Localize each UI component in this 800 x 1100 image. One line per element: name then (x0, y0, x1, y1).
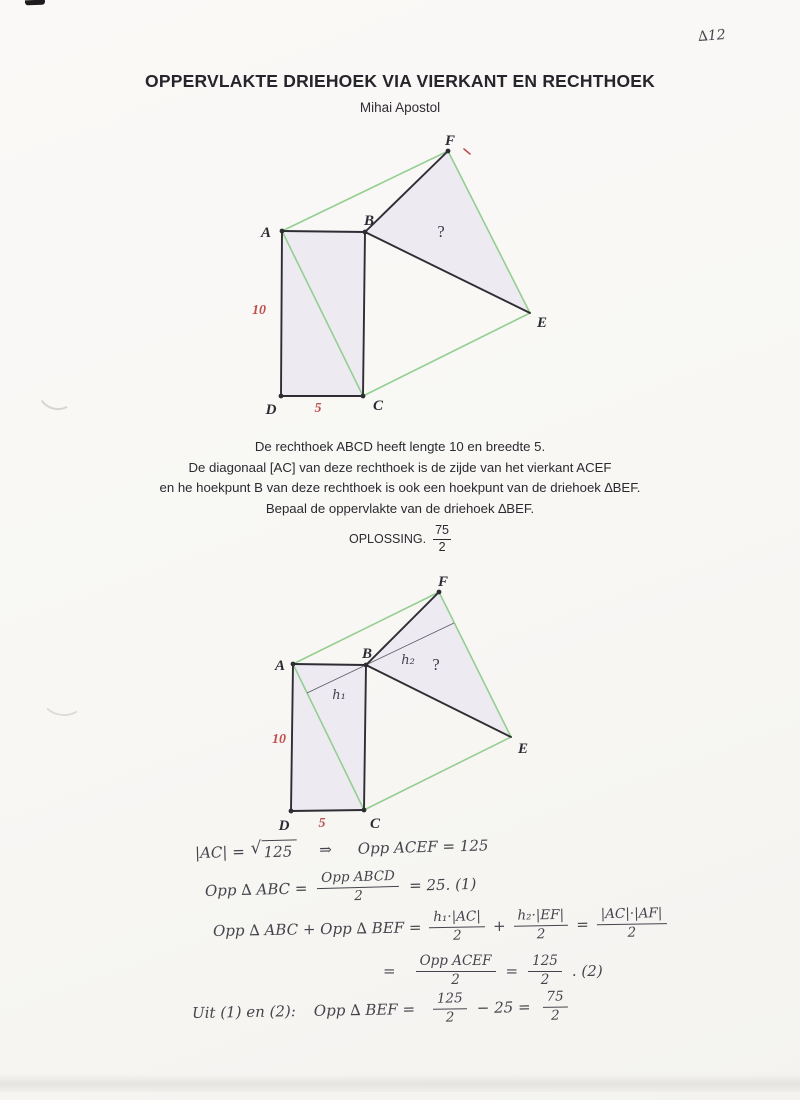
hw-text: Opp ∆ BEF = (313, 1000, 416, 1020)
length-label-10: 10 (272, 732, 286, 747)
question-mark: ? (432, 655, 440, 674)
label-b: B (361, 646, 373, 662)
vertex-dot-b (363, 230, 368, 235)
hw-fraction-numerator: 125 (528, 954, 562, 972)
label-e: E (517, 741, 529, 757)
figure-solution (250, 560, 580, 850)
hw-fraction (513, 908, 568, 943)
height-label-h2: h₂ (401, 653, 415, 668)
vertex-dot-d (279, 394, 284, 399)
label-a: A (274, 658, 286, 674)
width-label-5: 5 (314, 401, 322, 416)
problem-line-1: De rechthoek ABCD heeft lengte 10 en breedte 5. (254, 439, 546, 454)
scan-artifact-bottom (0, 1074, 800, 1092)
hw-fraction (433, 991, 467, 1026)
hw-fraction-numerator: Opp ABCD (317, 869, 399, 889)
hw-fraction-denominator: 2 (627, 924, 637, 941)
hw-fraction (317, 869, 400, 905)
hw-fraction-denominator: 2 (452, 927, 462, 944)
hw-text: + (492, 916, 506, 936)
vertex-dot-a (280, 229, 285, 234)
label-d: D (265, 402, 277, 418)
punch-hole-mark-2 (40, 682, 85, 718)
segment-cd (291, 810, 364, 811)
segment-ab (282, 231, 365, 232)
hw-text: = (505, 962, 519, 981)
hw-fraction-numerator: h₁·|AC| (429, 909, 485, 927)
label-d: D (278, 818, 290, 834)
hw-fraction-denominator: 2 (550, 1007, 560, 1024)
hw-text: = (576, 915, 590, 934)
work-line-4 (383, 954, 603, 988)
label-c: C (369, 816, 381, 832)
vertex-dot-c (361, 394, 366, 399)
work-line-3 (213, 906, 667, 948)
problem-line-4: Bepaal de oppervlakte van de driehoek ∆BEF. (265, 500, 535, 516)
hw-text: . (2) (571, 962, 603, 981)
page-title: OPPERVLAKTE DRIEHOEK VIA VIERKANT EN RECHTHOEK (145, 71, 655, 91)
hw-text: ⇒ (318, 839, 333, 859)
hw-text: Opp ∆ ABC = (204, 879, 308, 901)
width-label-5: 5 (318, 816, 326, 831)
hw-fraction (542, 989, 568, 1023)
hw-fraction-denominator: 2 (451, 971, 460, 988)
segment-ab (293, 664, 366, 665)
label-a: A (260, 225, 272, 241)
hw-fraction-denominator: 2 (353, 887, 364, 904)
label-b: B (363, 213, 375, 229)
segment-da (281, 231, 282, 396)
label-f: F (444, 133, 456, 149)
author: Mihai Apostol (359, 100, 441, 115)
problem-line-3: en he hoekpunt B van deze rechthoek is ook een hoekpunt van de driehoek ∆BEF. (159, 480, 641, 495)
hw-text: Opp ∆ ABC + Opp ∆ BEF = (212, 918, 422, 941)
hw-fraction-numerator: 125 (433, 991, 467, 1009)
work-line-1 (195, 834, 489, 863)
solution-fraction-numerator: 75 (433, 524, 451, 540)
radical-sign: √ (250, 838, 262, 859)
hw-fraction-numerator: 75 (542, 989, 567, 1007)
solution-label: OPLOSSING. (348, 532, 427, 547)
hw-text: − 25 = (476, 998, 531, 1018)
solution-row (0, 524, 800, 555)
hw-fraction (597, 906, 667, 941)
label-e: E (536, 315, 548, 331)
vertex-dot-d (289, 809, 294, 814)
red-tick (464, 149, 470, 154)
vertex-dot-c (362, 808, 367, 813)
hw-text: Uit (1) en (2): (191, 1002, 297, 1023)
hw-fraction-numerator: Opp ACEF (416, 954, 496, 972)
hw-fraction-denominator: 2 (536, 925, 546, 942)
radicand: 125 (261, 839, 297, 861)
hw-text: |AC| = (194, 842, 245, 862)
hw-fraction-numerator: |AC|·|AF| (597, 906, 667, 925)
problem-line-2: De diagonaal [AC] van deze rechthoek is de zijde van het vierkant ACEF (188, 459, 612, 475)
work-line-5 (192, 989, 568, 1030)
work-line-2 (205, 867, 477, 908)
vertex-dot-f (437, 590, 442, 595)
solution-fraction-denominator: 2 (438, 539, 446, 554)
height-label-h1: h₁ (332, 688, 346, 703)
hw-square-root (250, 839, 297, 861)
hw-fraction-denominator: 2 (540, 971, 550, 988)
handwritten-page-number: ∆12 (697, 27, 727, 45)
question-mark: ? (437, 222, 445, 241)
hw-fraction-numerator: h₂·|EF| (513, 908, 568, 926)
hw-text: = 25. (1) (408, 874, 477, 895)
punch-hole-mark-1 (34, 372, 79, 414)
hw-fraction (528, 954, 562, 988)
scan-artifact-top (25, 0, 45, 5)
solution-fraction (433, 524, 451, 555)
length-label-10: 10 (252, 303, 266, 318)
vertex-dot-f (446, 149, 451, 154)
hw-text: Opp ACEF = 125 (357, 835, 489, 858)
hw-fraction (416, 954, 496, 988)
label-c: C (372, 398, 384, 414)
figure-problem (240, 125, 570, 425)
hw-fraction (429, 909, 485, 944)
hw-fraction-denominator: 2 (445, 1008, 455, 1026)
problem-statement (0, 437, 800, 519)
vertex-dot-b (364, 663, 369, 668)
shaded-region-bfe (365, 151, 530, 313)
hw-text: = (383, 962, 396, 981)
label-f: F (437, 574, 449, 590)
vertex-dot-a (291, 662, 296, 667)
